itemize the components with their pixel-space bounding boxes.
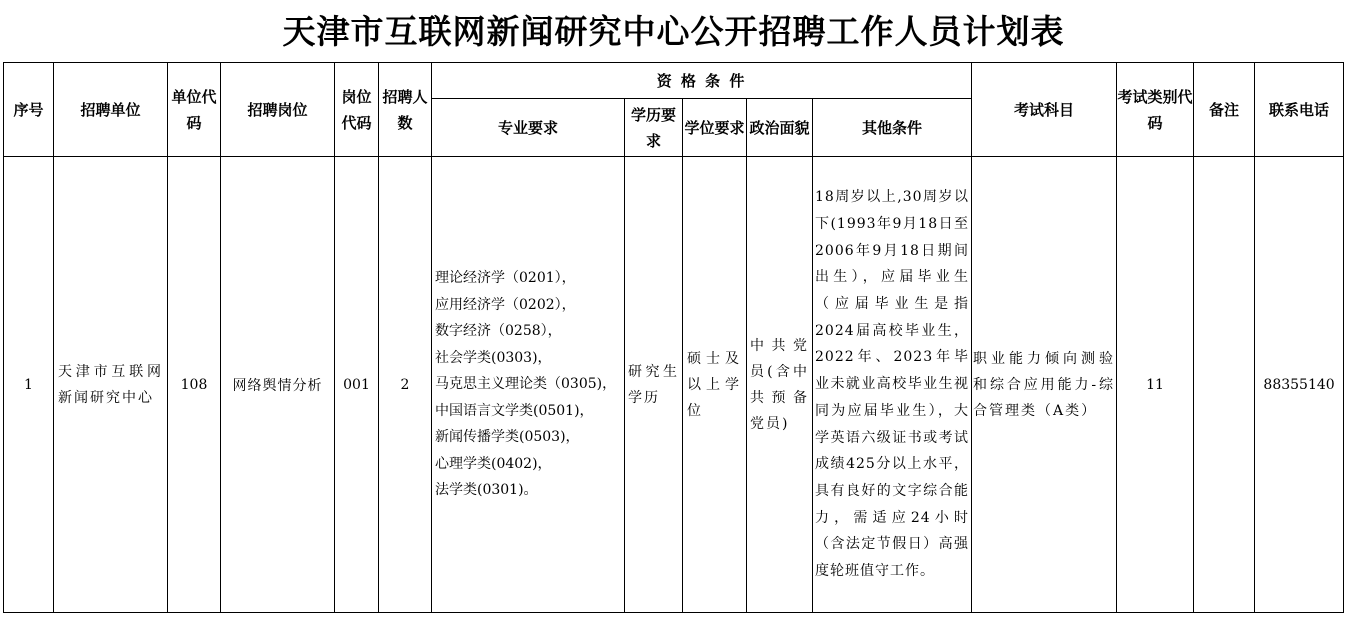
header-position-code: 岗位代码 xyxy=(335,63,379,157)
header-position: 招聘岗位 xyxy=(221,63,335,157)
header-qualification: 资 格 条 件 xyxy=(432,63,972,99)
page-title: 天津市互联网新闻研究中心公开招聘工作人员计划表 xyxy=(282,12,1065,51)
cell-exam-category: 11 xyxy=(1117,157,1194,613)
cell-seq: 1 xyxy=(4,157,54,613)
header-exam: 考试科目 xyxy=(972,63,1117,157)
major-item: 新闻传播学类(0503)， xyxy=(435,429,580,446)
major-item: 应用经济学（0202）， xyxy=(435,296,576,313)
cell-exam: 职业能力倾向测验和综合应用能力-综合管理类（A类） xyxy=(972,157,1117,613)
header-seq: 序号 xyxy=(4,63,54,157)
header-unit: 招聘单位 xyxy=(54,63,168,157)
header-count: 招聘人数 xyxy=(379,63,432,157)
major-item: 理论经济学（0201）， xyxy=(435,270,576,287)
header-unit-code: 单位代码 xyxy=(168,63,221,157)
major-item: 马克思主义理论类（0305)， xyxy=(435,376,617,393)
header-exam-category: 考试类别代码 xyxy=(1117,63,1194,157)
cell-phone: 88355140 xyxy=(1255,157,1344,613)
major-item: 心理学类(0402)， xyxy=(435,455,552,472)
cell-other: 18周岁以上,30周岁以下(1993年9月18日至2006年9月18日期间出生），应届毕业生（应届毕业生是指2024届高校毕业生，2022年、2023年毕业未就业高校毕业生视同为应届毕业生），大学英语六级证书或考试成绩425分以上水平，具有良好的文字综合能力，需适应24小时（含法定节假日）高强度轮班值守工作。 xyxy=(813,157,972,613)
header-phone: 联系电话 xyxy=(1255,63,1344,157)
cell-education: 研究生学历 xyxy=(625,157,683,613)
cell-degree: 硕士及以上学位 xyxy=(683,157,747,613)
major-item: 社会学类(0303)， xyxy=(435,349,552,366)
major-item: 中国语言文学类(0501)， xyxy=(435,402,594,419)
table-row xyxy=(4,157,1344,613)
header-degree: 学位要求 xyxy=(683,99,747,157)
cell-position-code: 001 xyxy=(335,157,379,613)
major-item: 法学类(0301)。 xyxy=(435,482,538,499)
cell-count: 2 xyxy=(379,157,432,613)
cell-unit: 天津市互联网新闻研究中心 xyxy=(54,157,168,613)
cell-major xyxy=(432,157,625,613)
major-item: 数字经济（0258）， xyxy=(435,323,562,340)
cell-political: 中共党员(含中共预备党员) xyxy=(747,157,813,613)
cell-note xyxy=(1194,157,1255,613)
cell-position: 网络舆情分析 xyxy=(221,157,335,613)
header-other: 其他条件 xyxy=(813,99,972,157)
header-row-1 xyxy=(4,63,1344,99)
header-major: 专业要求 xyxy=(432,99,625,157)
cell-unit-code: 108 xyxy=(168,157,221,613)
header-political: 政治面貌 xyxy=(747,99,813,157)
header-note: 备注 xyxy=(1194,63,1255,157)
recruitment-plan-table xyxy=(3,62,1344,613)
header-education: 学历要求 xyxy=(625,99,683,157)
